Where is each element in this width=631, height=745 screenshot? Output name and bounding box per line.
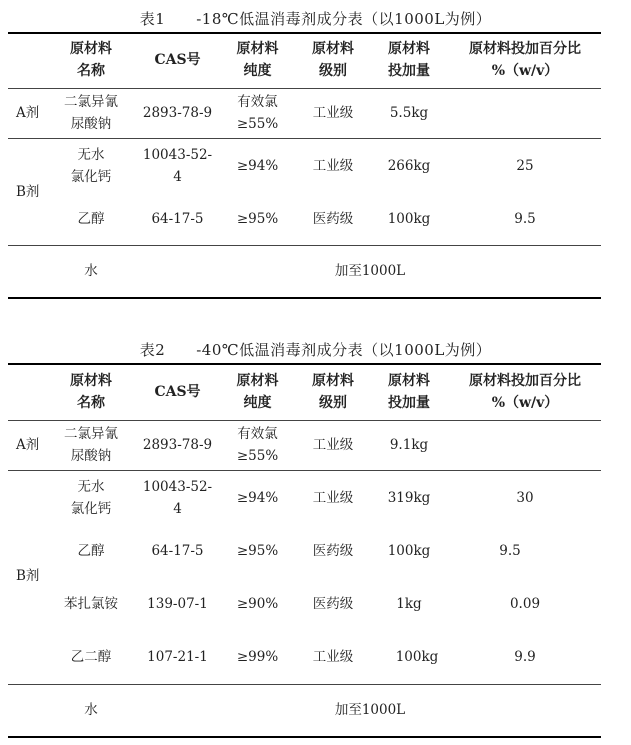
table1-header-name: 原材料 名称 (70, 41, 112, 79)
table2-header-amount: 原材料 投加量 (388, 373, 430, 411)
table1-row2-percent: 25 (516, 158, 534, 174)
table1-row3-amount: 100kg (387, 211, 431, 227)
table1-row1-purity: 有效氯 ≥55% (236, 94, 279, 132)
table1-row2-name: 无水 氯化钙 (70, 147, 112, 185)
table2-header-rule (8, 420, 601, 421)
table1-row-rule (8, 138, 601, 139)
table2-row3-cas: 64-17-5 (151, 543, 204, 559)
table2-bottom-rule (8, 736, 601, 738)
table1-header-rule (8, 88, 601, 89)
table2-row5-grade: 工业级 (312, 649, 354, 665)
table2-caption: 表2 -40℃低温消毒剂成分表（以1000L为例） (139, 341, 492, 359)
table2-row1-cas: 2893-78-9 (142, 437, 213, 453)
table1-row2-purity: ≥94% (236, 158, 279, 174)
table2-header-name: 原材料 名称 (70, 373, 112, 411)
table2-row3-purity: ≥95% (236, 543, 279, 559)
table1-caption: 表1 -18℃低温消毒剂成分表（以1000L为例） (139, 10, 492, 28)
table2-header-percent: 原材料投加百分比 %（w/v） (469, 373, 581, 411)
table1-group-a-label: A剂 (16, 105, 40, 121)
table2-row5-percent: 9.9 (514, 649, 536, 665)
table1-row3-cas: 64-17-5 (151, 211, 204, 227)
table2-row2-percent: 30 (516, 490, 534, 506)
table2-row3-amount: 100kg (387, 543, 431, 559)
table2-row5-name: 乙二醇 (70, 649, 112, 665)
table1-row3-purity: ≥95% (236, 211, 279, 227)
table2-header-purity: 原材料 纯度 (236, 373, 279, 411)
table2-group-a-label: A剂 (16, 437, 40, 453)
table1-group-b-label: B剂 (16, 184, 40, 200)
table2-group-b-label: B剂 (16, 568, 40, 584)
table2-row5-purity: ≥99% (236, 649, 279, 665)
table2-row2-cas: 10043-52- 4 (142, 479, 213, 517)
table2-row4-cas: 139-07-1 (147, 596, 208, 612)
table2-header-grade: 原材料 级别 (312, 373, 354, 411)
table2-row1-purity: 有效氯 ≥55% (236, 426, 279, 464)
table2-row3-percent: 9.5 (499, 543, 521, 559)
table1-header-grade: 原材料 级别 (312, 41, 354, 79)
table2-row3-grade: 医药级 (312, 543, 354, 559)
table2-top-rule (8, 363, 601, 365)
table2-header-cas: CAS号 (154, 384, 201, 400)
table2-row2-grade: 工业级 (312, 490, 354, 506)
table1-header-cas: CAS号 (154, 52, 201, 68)
table2-water-rule (8, 684, 601, 685)
table1-row1-name: 二氯异氰 尿酸钠 (64, 94, 118, 132)
table2-row-rule (8, 470, 601, 471)
table1-bottom-rule (8, 297, 601, 299)
table2-row4-purity: ≥90% (236, 596, 279, 612)
table1-row2-grade: 工业级 (312, 158, 354, 174)
table1-row3-grade: 医药级 (312, 211, 354, 227)
table2-water-value: 加至1000L (334, 702, 406, 718)
table1-row3-percent: 9.5 (514, 211, 536, 227)
table2-row3-name: 乙醇 (77, 543, 105, 559)
table2-row1-name: 二氯异氰 尿酸钠 (64, 426, 118, 464)
table1-row2-amount: 266kg (387, 158, 431, 174)
table2-row4-grade: 医药级 (312, 596, 354, 612)
table2-row4-name: 苯扎氯铵 (64, 596, 118, 612)
table1-water-value: 加至1000L (334, 263, 406, 279)
table1-row3-name: 乙醇 (77, 211, 105, 227)
table2-row4-percent: 0.09 (509, 596, 541, 612)
table1-row2-cas: 10043-52- 4 (142, 147, 213, 185)
table2-row1-amount: 9.1kg (389, 437, 429, 453)
table2-row4-amount: 1kg (396, 596, 422, 612)
table2-row2-purity: ≥94% (236, 490, 279, 506)
table2-row1-percent (455, 422, 595, 468)
table2-row2-amount: 319kg (387, 490, 431, 506)
table1-header-percent: 原材料投加百分比 %（w/v） (469, 41, 581, 79)
table2-row1-grade: 工业级 (312, 437, 354, 453)
table2-row2-name: 无水 氯化钙 (70, 479, 112, 517)
table2-row5-cas: 107-21-1 (147, 649, 208, 665)
table1-water-label: 水 (84, 263, 98, 279)
table1-water-rule (8, 245, 601, 246)
table2-water-label: 水 (84, 702, 98, 718)
table1-row1-grade: 工业级 (312, 105, 354, 121)
table1-header-purity: 原材料 纯度 (236, 41, 279, 79)
table2-row5-amount: 100kg (395, 649, 439, 665)
table1-row1-cas: 2893-78-9 (142, 105, 213, 121)
table1-row1-amount: 5.5kg (389, 105, 429, 121)
table1-row1-percent (455, 90, 595, 136)
table1-header-amount: 原材料 投加量 (388, 41, 430, 79)
